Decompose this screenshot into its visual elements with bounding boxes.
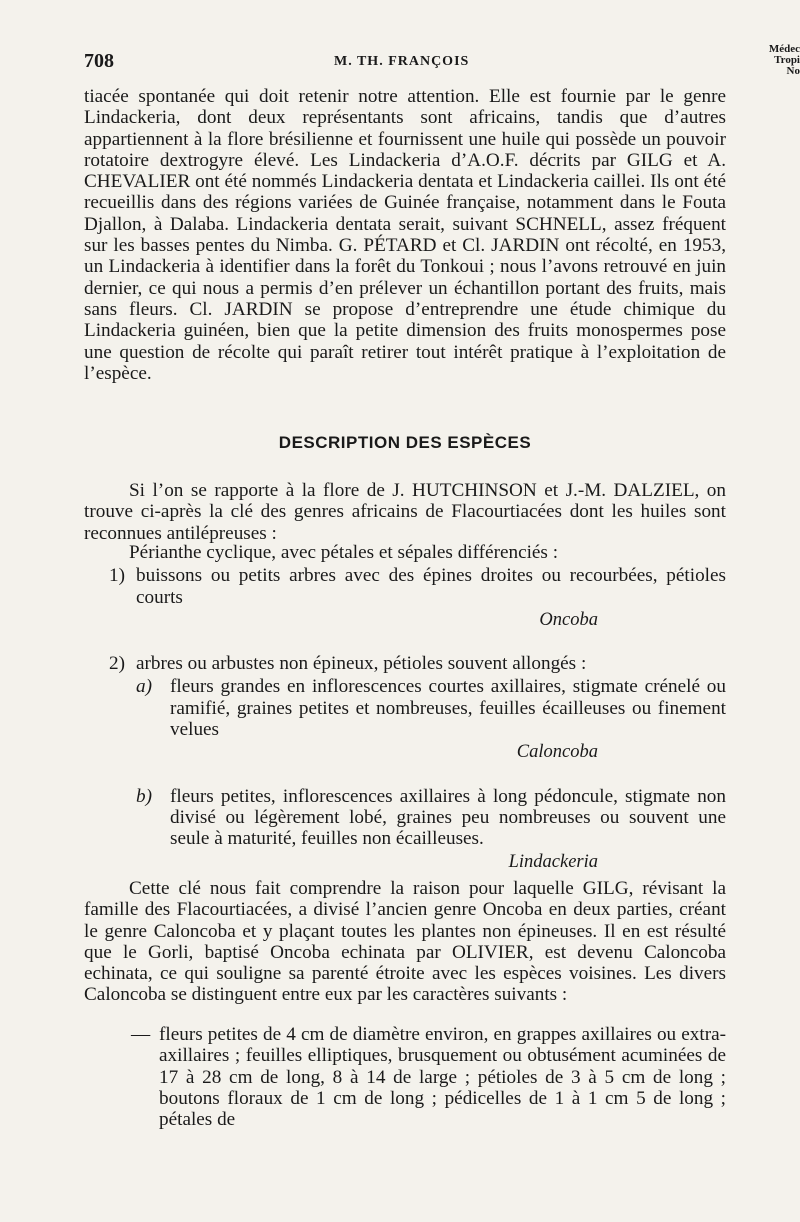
key-item-1-genus: Oncoba <box>539 609 598 630</box>
journal-reference <box>754 44 800 77</box>
section-title: DESCRIPTION DES ESPÈCES <box>278 433 532 452</box>
page-number: 708 <box>84 50 114 72</box>
key-item-1 <box>84 565 726 608</box>
species-item-dash: — <box>131 1024 151 1045</box>
key-item-1-text: buissons ou petits arbres avec des épines droites ou recourbées, pétioles courts <box>136 565 726 608</box>
discussion-block <box>84 878 726 1006</box>
intro-paragraph-block <box>84 86 726 384</box>
key-item-2 <box>84 653 726 674</box>
key-intro-paragraph: Si l’on se rapporte à la flore de J. HUTCHINSON et J.-M. DALZIEL, on trouve ci-après la clé des genres africains de Flacourtiacées dont les huiles sont reconnues antilépreuses : <box>84 480 726 544</box>
key-item-2a-genus: Caloncoba <box>516 742 598 763</box>
key-item-2b <box>84 786 726 850</box>
journal-line-3: No <box>786 65 800 77</box>
discussion-paragraph: Cette clé nous fait comprendre la raison pour laquelle GILG, révisant la famille des Flacourtiacées, a divisé l’ancien genre Oncoba en deux parties, créant le genre Caloncoba et y plaçant toutes les plantes non épineuses. Il en est résulté que le Gorli, baptisé Oncoba echinata par OLIVIER, est devenu Caloncoba echinata, ce qui souligne sa parenté étroite avec les espèces voisines. Les divers Caloncoba se distinguent entre eux par les caractères suivants : <box>84 878 726 1006</box>
intro-paragraph: tiacée spontanée qui doit retenir notre attention. Elle est fournie par le genre Lindackeria, dont deux représentants sont africains, tandis que d’autres appartiennent à la flore brésilienne et fournissent une huile qui possède un pouvoir rotatoire dextrogyre élevé. Les Lindackeria d’A.O.F. décrits par GILG et A. CHEVALIER ont été nommés Lindackeria dentata et Lindackeria caillei. Ils ont été recueillis dans des régions variées de Guinée française, notamment dans le Fouta Djallon, à Dalaba. Lindackeria dentata serait, suivant SCHNELL, assez fréquent sur les basses pentes du Nimba. G. PÉTARD et Cl. JARDIN ont récolté, en 1953, un Lindackeria à identifier dans la forêt du Tonkoui ; nous l’avons retrouvé en juin dernier, ce qui nous a permis d’en prélever un échantillon portant des fruits, mais sans fleurs. Cl. JARDIN se propose d’entreprendre une étude chimique du Lindackeria guinéen, bien que la petite dimension des fruits monospermes pose une question de récolte qui paraît retirer tout intérêt pratique à l’exploitation de l’espèce. <box>84 86 726 384</box>
genus-key <box>84 542 726 873</box>
key-item-2a-text: fleurs grandes en inflorescences courtes axillaires, stigmate crénelé ou ramifié, graines petites et nombreuses, feuilles écailleuses ou finement velues <box>170 676 726 741</box>
key-item-2b-label: b) <box>136 785 152 807</box>
key-intro-block <box>84 480 726 544</box>
key-item-2b-text: fleurs petites, inflorescences axillaires à long pédoncule, stigmate non divisé ou légèrement lobé, graines peu nombreuses ou souvent une seule à maturité, feuilles non écailleuses. <box>170 785 726 850</box>
running-title: M. TH. FRANÇOIS <box>334 54 470 69</box>
key-item-2b-genus: Lindackeria <box>508 851 598 872</box>
key-item-2-label: 2) <box>109 653 125 675</box>
key-item-1-label: 1) <box>109 565 125 587</box>
journal-line-1: Médec <box>768 44 800 55</box>
key-item-2a <box>84 676 726 740</box>
key-lead: Périanthe cyclique, avec pétales et sépales différenciés : <box>129 542 559 563</box>
species-item-text: fleurs petites de 4 cm de diamètre environ, en grappes axillaires ou extra-axillaires ; feuilles elliptiques, brusquement ou obtusément acuminées de 17 à 28 cm de long, 8 à 14 de large ; pétioles de 3 à 5 cm de long ; boutons floraux de 1 cm de long ; pédicelles de 1 à 1 cm 5 de long ; pétales de <box>159 1024 726 1131</box>
page-header <box>84 44 800 77</box>
key-item-2a-label: a) <box>136 676 152 698</box>
key-item-2-text: arbres ou arbustes non épineux, pétioles souvent allongés : <box>136 653 587 675</box>
species-item <box>84 1024 726 1130</box>
journal-line-2: Tropi <box>774 54 800 66</box>
